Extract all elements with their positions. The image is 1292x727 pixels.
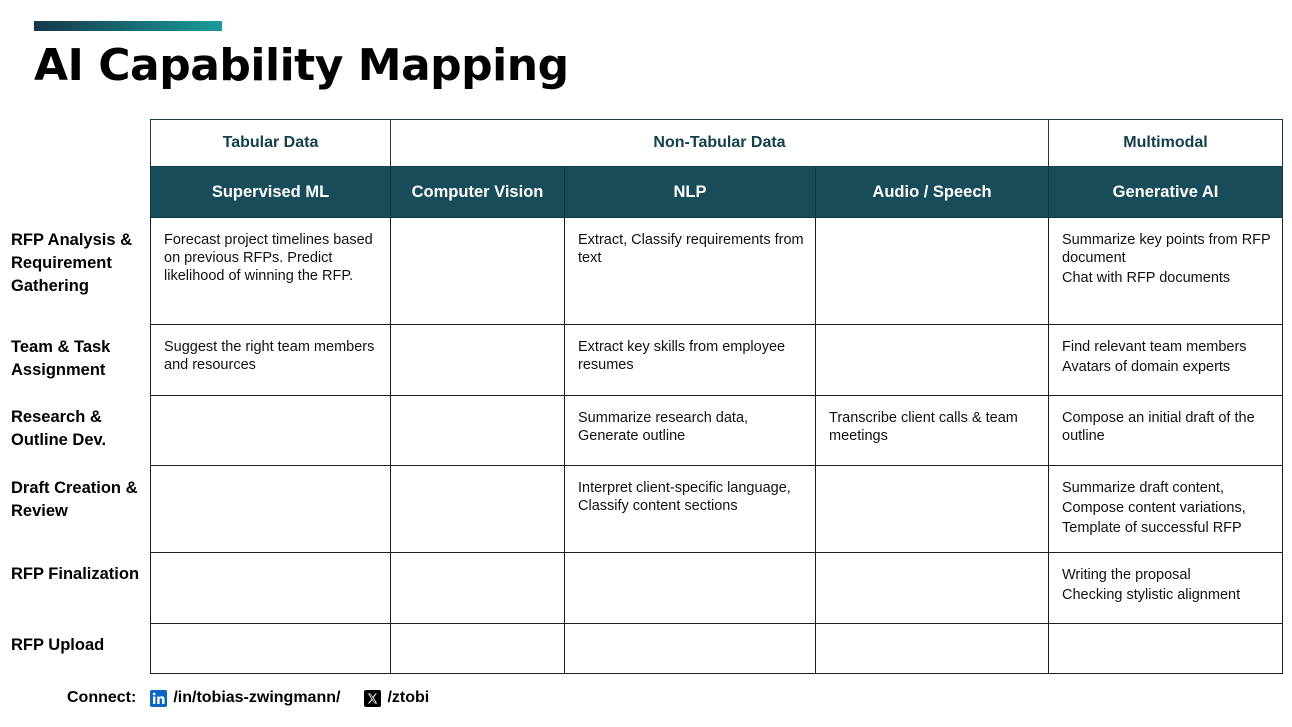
group-header-row [151,120,1283,167]
cell-computer-vision [391,396,565,466]
category-header-generative-ai: Generative AI [1049,167,1283,218]
row-label: Draft Creation & Review [11,479,138,520]
cell-generative-ai [1049,624,1283,674]
cell-computer-vision [391,466,565,553]
cell-generative-ai [1049,325,1283,396]
row-label: RFP Finalization [11,565,140,583]
cell-audio-speech [816,218,1049,325]
cell-supervised-ml [151,325,391,396]
x-link[interactable]: /ztobi [387,689,430,706]
cell-nlp [565,624,816,674]
cell-text: Interpret client-specific language, Classify content sections [578,480,791,514]
table-row [151,325,1283,396]
cell-audio-speech [816,466,1049,553]
group-header-non-tabular: Non-Tabular Data [391,120,1049,167]
capability-table [150,119,1283,674]
cell-computer-vision [391,553,565,624]
group-header-tabular: Tabular Data [151,120,391,167]
cell-nlp [565,218,816,325]
cell-text: Template of successful RFP [1062,520,1242,536]
category-header-supervised-ml: Supervised ML [151,167,391,218]
cell-text: Summarize research data, Generate outline [578,410,749,444]
connect-label: Connect: [67,689,137,706]
cell-text: Summarize draft content, [1062,480,1224,496]
cell-audio-speech [816,624,1049,674]
cell-text: Transcribe client calls & team meetings [829,410,1018,444]
category-header-computer-vision: Computer Vision [391,167,565,218]
cell-computer-vision [391,325,565,396]
cell-audio-speech [816,396,1049,466]
cell-text: Forecast project timelines based on previous RFPs. Predict likelihood of winning the RFP. [164,232,373,284]
cell-generative-ai [1049,466,1283,553]
cell-text: Summarize key points from RFP document [1062,232,1271,266]
linkedin-link[interactable]: /in/tobias-zwingmann/ [173,689,341,706]
cell-audio-speech [816,325,1049,396]
page-title: AI Capability Mapping [34,40,569,91]
cell-generative-ai [1049,396,1283,466]
linkedin-icon[interactable] [150,690,167,707]
category-header-audio-speech: Audio / Speech [816,167,1049,218]
x-icon[interactable] [364,690,381,707]
cell-text: Suggest the right team members and resources [164,339,375,373]
table-row [151,396,1283,466]
title-accent-bar [34,21,222,31]
table-row [151,466,1283,553]
cell-text: Compose an initial draft of the outline [1062,410,1255,444]
row-label: RFP Analysis & Requirement Gathering [11,231,133,295]
connect-footer [67,687,429,709]
cell-nlp [565,396,816,466]
cell-supervised-ml [151,553,391,624]
cell-nlp [565,553,816,624]
cell-supervised-ml [151,624,391,674]
cell-computer-vision [391,624,565,674]
cell-nlp [565,325,816,396]
cell-text: Chat with RFP documents [1062,270,1231,286]
group-header-multimodal: Multimodal [1049,120,1283,167]
cell-generative-ai [1049,218,1283,325]
cell-supervised-ml [151,218,391,325]
cell-text: Avatars of domain experts [1062,359,1231,375]
cell-text: Compose content variations, [1062,500,1246,516]
cell-text: Extract key skills from employee resumes [578,339,786,373]
table-row [151,218,1283,325]
category-header-row [151,167,1283,218]
cell-nlp [565,466,816,553]
row-label: RFP Upload [11,636,105,654]
cell-text: Checking stylistic alignment [1062,587,1241,603]
cell-text: Writing the proposal [1062,567,1191,583]
cell-supervised-ml [151,466,391,553]
table-row [151,553,1283,624]
row-label: Team & Task Assignment [11,338,111,379]
cell-audio-speech [816,553,1049,624]
cell-generative-ai [1049,553,1283,624]
cell-text: Find relevant team members [1062,339,1247,355]
cell-text: Extract, Classify requirements from text [578,232,804,266]
cell-computer-vision [391,218,565,325]
category-header-nlp: NLP [565,167,816,218]
table-row [151,624,1283,674]
cell-supervised-ml [151,396,391,466]
row-label: Research & Outline Dev. [11,408,107,449]
